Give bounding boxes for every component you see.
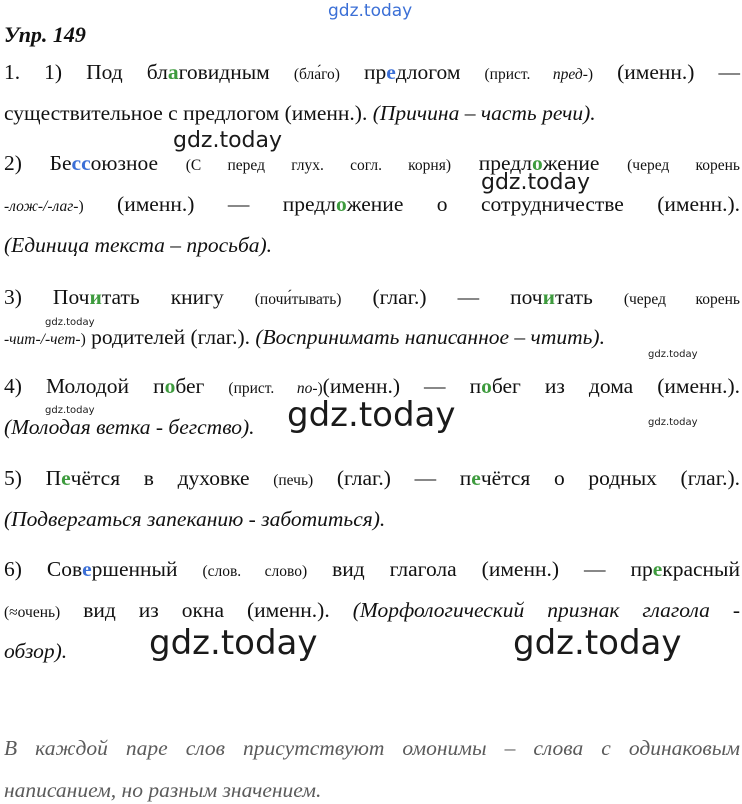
item-4-line-1: 4) Молодой побег (прист. по-)(именн.) — побег из дома (именн.). bbox=[4, 374, 740, 398]
item-2-line-3: (Единица текста – просьба). bbox=[4, 233, 273, 257]
item-6-line-3: обзор). bbox=[4, 639, 68, 663]
item-1-line-2: существительное с предлогом (именн.). (Причина – часть речи). bbox=[4, 101, 596, 125]
exercise-title: Упр. 149 bbox=[4, 22, 86, 47]
conclusion-line-2: написанием, но разным значением. bbox=[4, 778, 322, 802]
watermark-9: gdz.today bbox=[513, 623, 682, 663]
item-3-line-1: 3) Почитать книгу (почи́тывать) (глаг.) — почитать (черед корень bbox=[4, 285, 740, 309]
item-5-line-1: 5) Печётся в духовке (печь) (глаг.) — печётся о родных (глаг.). bbox=[4, 466, 741, 490]
watermark-7: gdz.today bbox=[287, 395, 456, 435]
item-6-line-2: (≈очень) вид из окна (именн.). (Морфологический признак глагола - bbox=[4, 598, 740, 622]
item-4-line-2: (Молодая ветка - бегство). bbox=[4, 415, 255, 439]
watermark-4: gdz.today bbox=[648, 349, 698, 360]
watermark-3: gdz.today bbox=[45, 317, 95, 328]
item-3-line-2: -чит-/-чет-) родителей (глаг.). (Воспринимать написанное – чтить). bbox=[4, 325, 605, 349]
item-2-line-2: -лож-/-лаг-) (именн.) — предложение о сотрудничестве (именн.). bbox=[4, 192, 740, 216]
item-1-line-1: 1. 1) Под благовидным (бла́го) предлогом (прист. пред-) (именн.) — bbox=[4, 60, 740, 84]
watermark-5: gdz.today bbox=[45, 405, 95, 416]
item-5-line-2: (Подвергаться запеканию - заботиться). bbox=[4, 507, 386, 531]
item-6-line-1: 6) Совершенный (слов. слово) вид глагола (именн.) — прекрасный bbox=[4, 557, 741, 581]
watermark-8: gdz.today bbox=[149, 623, 318, 663]
conclusion-line-1: В каждой паре слов присутствуют омонимы – слова с одинаковым bbox=[4, 736, 740, 760]
watermark-6: gdz.today bbox=[648, 417, 698, 428]
watermark-2: gdz.today bbox=[481, 170, 591, 195]
watermark-top: gdz.today bbox=[328, 1, 413, 21]
item-2-line-1: 2) Бессоюзное (С перед глух. согл. корня) предложение (черед корень bbox=[4, 151, 740, 175]
watermark-1: gdz.today bbox=[173, 128, 283, 153]
